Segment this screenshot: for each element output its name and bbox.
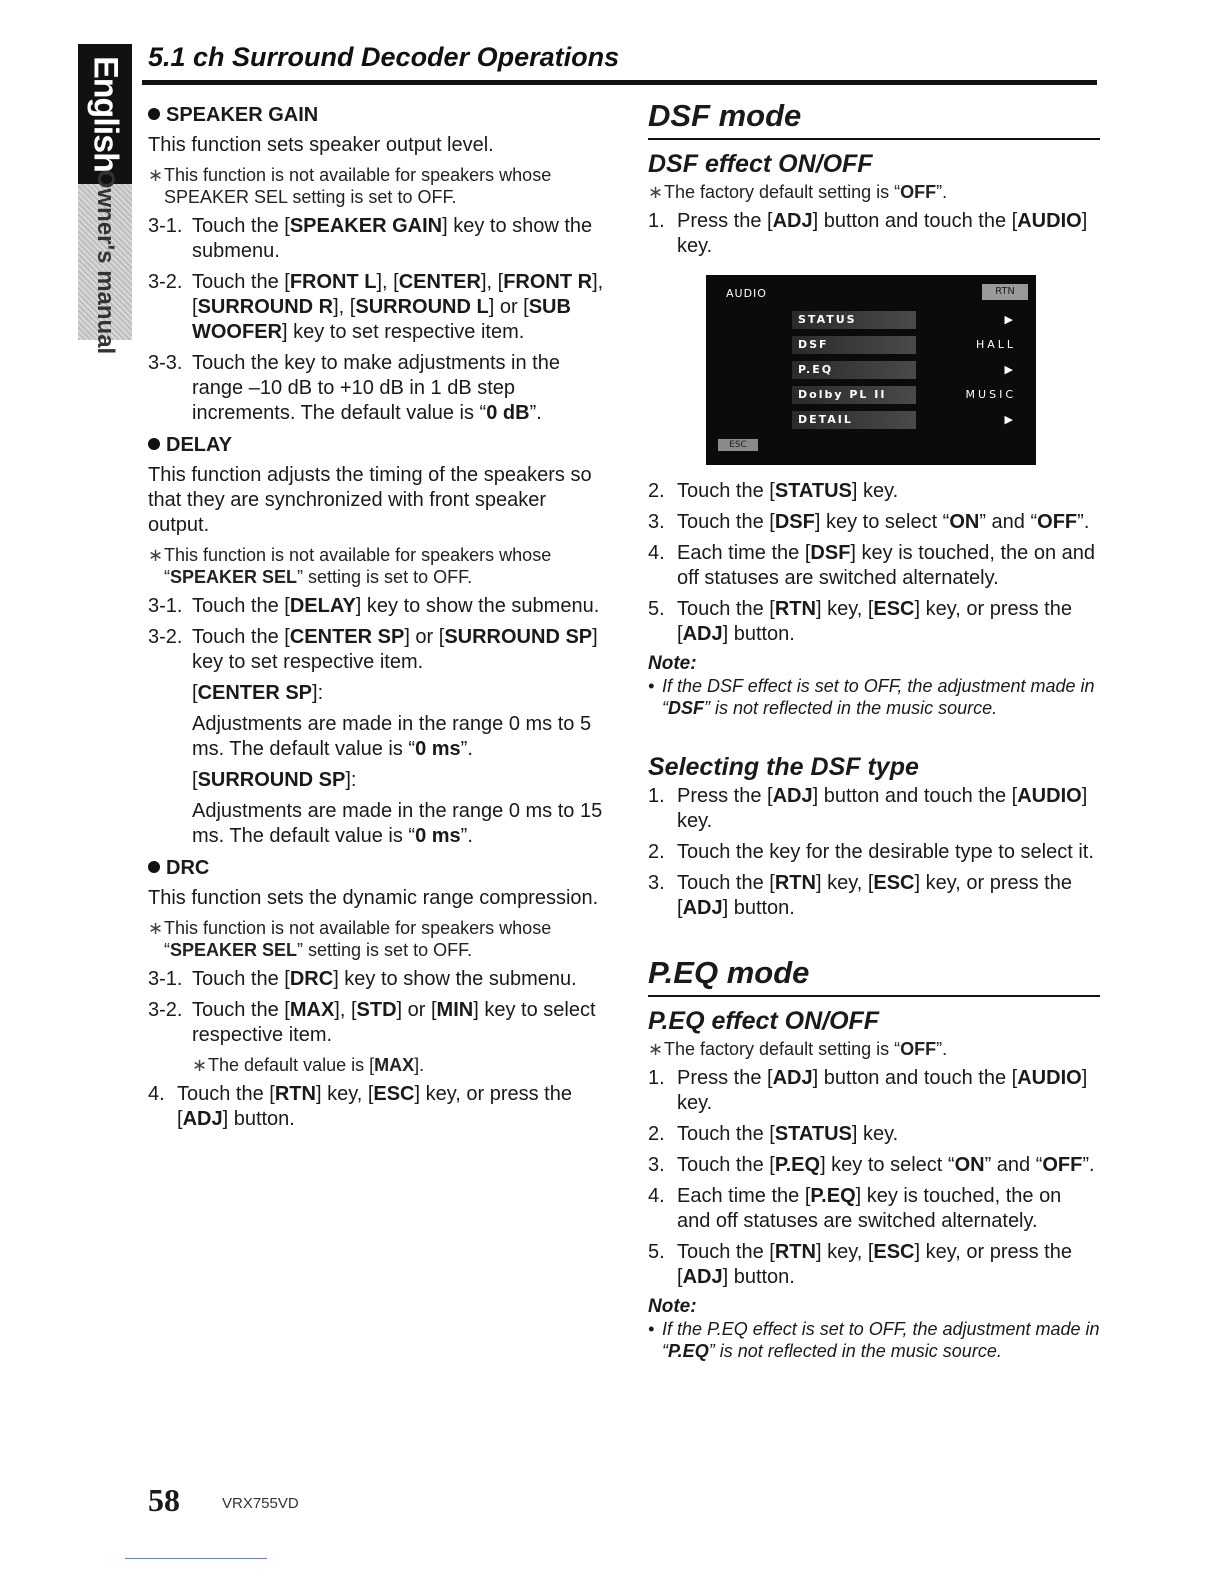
page-number: 58	[148, 1482, 180, 1518]
drc-default-note: ∗ The default value is [MAX].	[192, 1055, 425, 1075]
peq-key[interactable]: P.EQ	[792, 361, 916, 379]
asterisk-icon: ∗	[192, 1055, 208, 1075]
dolby-value: MUSIC	[965, 388, 1016, 401]
bullet-icon: •	[648, 1319, 655, 1339]
delay-step-2: 3-2. Touch the [CENTER SP] or [SURROUND SP] key to set respective item.	[148, 626, 598, 673]
peq-arrow-icon: ▶	[1004, 363, 1016, 376]
dsf-step-3: 3. Touch the [DSF] key to select “ON” and “OFF”.	[648, 511, 1090, 533]
speaker-gain-step-2: 3-2. Touch the [FRONT L], [CENTER], [FRONT R], [SURROUND R], [SURROUND L] or [SUB WOOFER] key to set respective item.	[148, 271, 604, 343]
header-divider	[142, 80, 1097, 85]
dsf-value: HALL	[975, 338, 1016, 351]
asterisk-icon: ∗	[148, 545, 164, 565]
dsf-type-title: Selecting the DSF type	[648, 753, 919, 781]
footer-divider	[125, 1558, 267, 1559]
asterisk-icon: ∗	[148, 918, 164, 938]
page-title: 5.1 ch Surround Decoder Operations	[148, 42, 620, 72]
delay-note: ∗ This function is not available for speakers whose “SPEAKER SEL” setting is set to OFF.	[148, 545, 552, 587]
dsf-type-step-2: 2. Touch the key for the desirable type to select it.	[648, 841, 1094, 863]
drc-step-4: 4. Touch the [RTN] key, [ESC] key, or press the [ADJ] button.	[148, 1083, 572, 1130]
delay-step-1: 3-1. Touch the [DELAY] key to show the submenu.	[148, 595, 600, 617]
manual-tab	[78, 169, 132, 355]
dsf-note: • If the DSF effect is set to OFF, the adjustment made in “DSF” is not reflected in the music source.	[648, 676, 1095, 718]
rtn-button[interactable]: RTN	[982, 284, 1028, 300]
asterisk-icon: ∗	[648, 182, 664, 202]
detail-key[interactable]: DETAIL	[792, 411, 916, 429]
right-column	[648, 98, 1100, 1362]
model-number: VRX755VD	[222, 1495, 299, 1512]
peq-step-5: 5. Touch the [RTN] key, [ESC] key, or press the [ADJ] button.	[648, 1241, 1072, 1288]
dsf-mode-title: DSF mode	[648, 98, 1100, 140]
dsf-step-4: 4. Each time the [DSF] key is touched, the on and off statuses are switched alternately.	[648, 542, 1096, 589]
center-sp-label: [CENTER SP]:	[192, 682, 324, 704]
bullet-icon	[148, 438, 160, 450]
dsf-type-step-1: 1. Press the [ADJ] button and touch the [AUDIO] key.	[648, 785, 1088, 832]
dsf-type-step-3: 3. Touch the [RTN] key, [ESC] key, or press the [ADJ] button.	[648, 872, 1072, 919]
dsf-step-1: 1. Press the [ADJ] button and touch the [AUDIO] key.	[648, 210, 1088, 257]
asterisk-icon: ∗	[648, 1039, 664, 1059]
language-label: English	[86, 56, 125, 172]
bullet-icon	[148, 861, 160, 873]
surround-sp-desc: Adjustments are made in the range 0 ms to 15 ms. The default value is “0 ms”.	[192, 800, 603, 847]
asterisk-icon: ∗	[148, 165, 164, 185]
peq-effect-title: P.EQ effect ON/OFF	[648, 1007, 880, 1035]
speaker-gain-step-3: 3-3. Touch the key to make adjustments in the range –10 dB to +10 dB in 1 dB step increments. The default value is “0 dB”.	[148, 352, 560, 424]
language-tab	[78, 44, 132, 184]
audio-menu-screenshot	[706, 275, 1036, 465]
left-column	[148, 100, 608, 1132]
dsf-step-5: 5. Touch the [RTN] key, [ESC] key, or press the [ADJ] button.	[648, 598, 1072, 645]
drc-step-1: 3-1. Touch the [DRC] key to show the submenu.	[148, 968, 577, 990]
surround-sp-label: [SURROUND SP]:	[192, 769, 357, 791]
drc-desc: This function sets the dynamic range compression.	[148, 887, 599, 909]
manual-label: Owner's manual	[92, 169, 119, 355]
drc-note: ∗ This function is not available for speakers whose “SPEAKER SEL” setting is set to OFF.	[148, 918, 552, 960]
speaker-gain-heading: SPEAKER GAIN	[148, 104, 608, 127]
peq-factory-note: ∗ The factory default setting is “OFF”.	[648, 1039, 948, 1059]
peq-step-2: 2. Touch the [STATUS] key.	[648, 1123, 899, 1145]
center-sp-desc: Adjustments are made in the range 0 ms to 5 ms. The default value is “0 ms”.	[192, 713, 592, 760]
delay-desc: This function adjusts the timing of the speakers so that they are synchronized with front speaker output.	[148, 464, 592, 536]
dsf-effect-title: DSF effect ON/OFF	[648, 150, 873, 178]
dsf-factory-note: ∗ The factory default setting is “OFF”.	[648, 182, 948, 202]
screen-title: AUDIO	[726, 287, 767, 300]
bullet-icon	[148, 108, 160, 120]
esc-button[interactable]: ESC	[718, 439, 758, 451]
peq-step-1: 1. Press the [ADJ] button and touch the [AUDIO] key.	[648, 1067, 1088, 1114]
speaker-gain-note: ∗ This function is not available for speakers whose SPEAKER SEL setting is set to OFF.	[148, 165, 552, 207]
peq-note-label: Note:	[648, 1296, 697, 1317]
drc-step-2: 3-2. Touch the [MAX], [STD] or [MIN] key to select respective item.	[148, 999, 596, 1046]
peq-step-3: 3. Touch the [P.EQ] key to select “ON” and “OFF”.	[648, 1154, 1095, 1176]
dsf-key[interactable]: DSF	[792, 336, 916, 354]
delay-heading: DELAY	[148, 434, 608, 457]
bullet-icon: •	[648, 676, 655, 696]
peq-step-4: 4. Each time the [P.EQ] key is touched, the on and off statuses are switched alternately.	[648, 1185, 1062, 1232]
status-arrow-icon: ▶	[1004, 313, 1016, 326]
dsf-note-label: Note:	[648, 653, 697, 674]
drc-heading: DRC	[148, 857, 608, 880]
dsf-step-2: 2. Touch the [STATUS] key.	[648, 480, 899, 502]
peq-mode-title: P.EQ mode	[648, 955, 1100, 997]
speaker-gain-step-1: 3-1. Touch the [SPEAKER GAIN] key to show the submenu.	[148, 215, 593, 262]
dolby-key[interactable]: Dolby PL II	[792, 386, 916, 404]
peq-note: • If the P.EQ effect is set to OFF, the adjustment made in “P.EQ” is not reflected in the music source.	[648, 1319, 1100, 1361]
speaker-gain-desc: This function sets speaker output level.	[148, 134, 494, 156]
status-key[interactable]: STATUS	[792, 311, 916, 329]
detail-arrow-icon: ▶	[1004, 413, 1016, 426]
